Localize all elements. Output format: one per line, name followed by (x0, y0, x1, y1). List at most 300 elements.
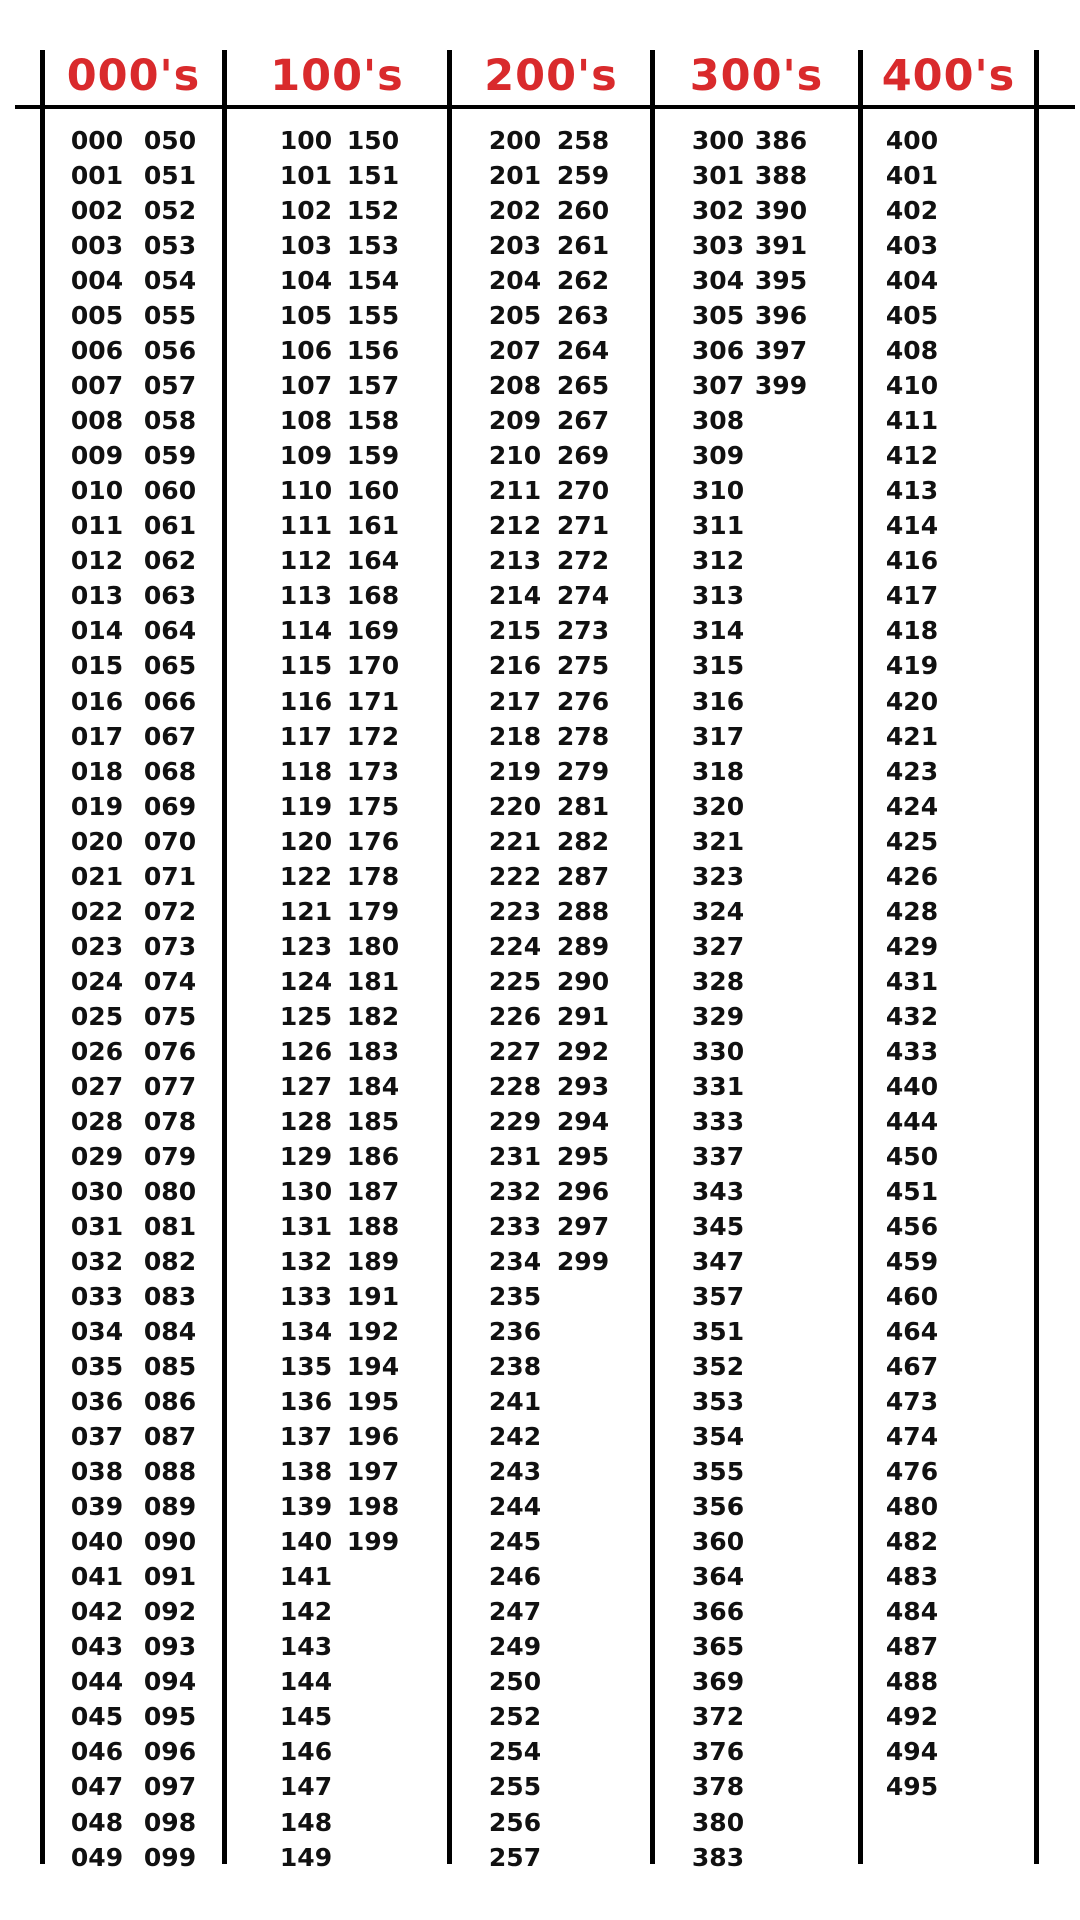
number-cell: 148 (279, 1807, 333, 1837)
number-cell: 421 (885, 721, 939, 751)
number-cell: 228 (488, 1071, 542, 1101)
number-cell: 048 (70, 1807, 124, 1837)
number-cell: 238 (488, 1352, 542, 1382)
number-cell: 087 (143, 1422, 197, 1452)
number-cell: 097 (143, 1772, 197, 1802)
number-cell: 104 (279, 266, 333, 296)
number-cell: 102 (279, 196, 333, 226)
number-cell: 432 (885, 1001, 939, 1031)
number-cell: 176 (346, 826, 400, 856)
number-cell: 096 (143, 1737, 197, 1767)
number-cell: 184 (346, 1071, 400, 1101)
number-cell: 202 (488, 196, 542, 226)
number-cell: 405 (885, 301, 939, 331)
number-cell: 408 (885, 336, 939, 366)
number-cell: 208 (488, 371, 542, 401)
number-cell: 321 (691, 826, 745, 856)
number-cell: 328 (691, 966, 745, 996)
number-cell: 314 (691, 616, 745, 646)
number-column-000s-b (125, 123, 215, 1875)
number-cell: 071 (143, 861, 197, 891)
number-cell: 249 (488, 1632, 542, 1662)
number-cell: 403 (885, 231, 939, 261)
number-cell: 186 (346, 1141, 400, 1171)
number-cell: 018 (70, 756, 124, 786)
number-cell: 188 (346, 1211, 400, 1241)
number-cell: 049 (70, 1842, 124, 1872)
number-cell: 108 (279, 406, 333, 436)
number-cell: 120 (279, 826, 333, 856)
number-cell: 009 (70, 441, 124, 471)
number-cell: 423 (885, 756, 939, 786)
number-cell: 002 (70, 196, 124, 226)
number-cell: 001 (70, 161, 124, 191)
number-cell: 411 (885, 406, 939, 436)
number-cell: 150 (346, 126, 400, 155)
number-cell: 366 (691, 1597, 745, 1627)
number-cell: 365 (691, 1632, 745, 1662)
number-cell: 399 (754, 371, 808, 401)
column-divider (650, 50, 655, 1864)
number-cell: 236 (488, 1317, 542, 1347)
number-cell: 324 (691, 896, 745, 926)
number-cell: 092 (143, 1597, 197, 1627)
number-cell: 021 (70, 861, 124, 891)
number-cell: 355 (691, 1457, 745, 1487)
column-divider (222, 50, 227, 1864)
number-cell: 487 (885, 1632, 939, 1662)
number-cell: 420 (885, 686, 939, 716)
number-cell: 095 (143, 1702, 197, 1732)
number-cell: 100 (279, 126, 333, 155)
number-cell: 011 (70, 511, 124, 541)
number-cell: 061 (143, 511, 197, 541)
number-cell: 028 (70, 1106, 124, 1136)
number-cell: 360 (691, 1527, 745, 1557)
number-cell: 134 (279, 1317, 333, 1347)
number-cell: 083 (143, 1282, 197, 1312)
number-cell: 000 (70, 126, 124, 155)
number-cell: 480 (885, 1492, 939, 1522)
number-cell: 316 (691, 686, 745, 716)
number-cell: 416 (885, 546, 939, 576)
number-cell: 192 (346, 1317, 400, 1347)
number-cell: 086 (143, 1387, 197, 1417)
number-cell: 050 (143, 126, 197, 155)
number-cell: 019 (70, 791, 124, 821)
number-cell: 440 (885, 1071, 939, 1101)
number-cell: 038 (70, 1457, 124, 1487)
number-cell: 200 (488, 126, 542, 155)
number-cell: 014 (70, 616, 124, 646)
number-cell: 210 (488, 441, 542, 471)
column-divider (447, 50, 452, 1864)
number-cell: 337 (691, 1141, 745, 1171)
number-cell: 045 (70, 1702, 124, 1732)
number-cell: 278 (556, 721, 610, 751)
number-column-100s-b (328, 123, 418, 1559)
number-cell: 106 (279, 336, 333, 366)
number-cell: 383 (691, 1842, 745, 1872)
number-cell: 413 (885, 476, 939, 506)
number-cell: 276 (556, 686, 610, 716)
number-cell: 003 (70, 231, 124, 261)
number-cell: 136 (279, 1387, 333, 1417)
number-cell: 101 (279, 161, 333, 191)
number-cell: 410 (885, 371, 939, 401)
number-cell: 044 (70, 1667, 124, 1697)
number-cell: 027 (70, 1071, 124, 1101)
number-cell: 301 (691, 161, 745, 191)
number-cell: 114 (279, 616, 333, 646)
number-cell: 029 (70, 1141, 124, 1171)
number-cell: 155 (346, 301, 400, 331)
number-cell: 267 (556, 406, 610, 436)
number-cell: 495 (885, 1772, 939, 1802)
number-cell: 116 (279, 686, 333, 716)
number-cell: 308 (691, 406, 745, 436)
number-cell: 107 (279, 371, 333, 401)
number-cell: 275 (556, 651, 610, 681)
number-cell: 173 (346, 756, 400, 786)
number-cell: 226 (488, 1001, 542, 1031)
number-cell: 076 (143, 1036, 197, 1066)
number-cell: 351 (691, 1317, 745, 1347)
number-cell: 125 (279, 1001, 333, 1031)
number-cell: 133 (279, 1282, 333, 1312)
number-cell: 424 (885, 791, 939, 821)
number-cell: 412 (885, 441, 939, 471)
number-cell: 343 (691, 1176, 745, 1206)
number-cell: 273 (556, 616, 610, 646)
number-cell: 220 (488, 791, 542, 821)
number-cell: 333 (691, 1106, 745, 1136)
number-cell: 255 (488, 1772, 542, 1802)
number-cell: 051 (143, 161, 197, 191)
number-cell: 032 (70, 1247, 124, 1276)
number-cell: 093 (143, 1632, 197, 1662)
number-cell: 109 (279, 441, 333, 471)
number-cell: 347 (691, 1247, 745, 1276)
number-cell: 310 (691, 476, 745, 506)
number-cell: 256 (488, 1807, 542, 1837)
number-cell: 159 (346, 441, 400, 471)
number-cell: 075 (143, 1001, 197, 1031)
number-cell: 137 (279, 1422, 333, 1452)
number-cell: 318 (691, 756, 745, 786)
number-cell: 451 (885, 1176, 939, 1206)
number-cell: 170 (346, 651, 400, 681)
number-cell: 123 (279, 931, 333, 961)
section-header-400s: 400's (881, 51, 1016, 101)
number-cell: 040 (70, 1527, 124, 1557)
number-cell: 064 (143, 616, 197, 646)
number-cell: 074 (143, 966, 197, 996)
number-cell: 380 (691, 1807, 745, 1837)
number-cell: 227 (488, 1036, 542, 1066)
number-cell: 327 (691, 931, 745, 961)
number-cell: 257 (488, 1842, 542, 1872)
number-cell: 203 (488, 231, 542, 261)
number-cell: 035 (70, 1352, 124, 1382)
number-cell: 126 (279, 1036, 333, 1066)
number-cell: 281 (556, 791, 610, 821)
number-cell: 295 (556, 1141, 610, 1171)
number-cell: 041 (70, 1562, 124, 1592)
number-cell: 118 (279, 756, 333, 786)
number-cell: 296 (556, 1176, 610, 1206)
number-cell: 417 (885, 581, 939, 611)
number-cell: 161 (346, 511, 400, 541)
number-cell: 140 (279, 1527, 333, 1557)
number-cell: 090 (143, 1527, 197, 1557)
number-cell: 069 (143, 791, 197, 821)
number-cell: 304 (691, 266, 745, 296)
number-cell: 243 (488, 1457, 542, 1487)
number-cell: 402 (885, 196, 939, 226)
number-cell: 079 (143, 1141, 197, 1171)
number-cell: 302 (691, 196, 745, 226)
number-cell: 225 (488, 966, 542, 996)
number-cell: 124 (279, 966, 333, 996)
number-cell: 198 (346, 1492, 400, 1522)
number-cell: 047 (70, 1772, 124, 1802)
number-cell: 252 (488, 1702, 542, 1732)
number-cell: 242 (488, 1422, 542, 1452)
number-cell: 261 (556, 231, 610, 261)
number-cell: 089 (143, 1492, 197, 1522)
number-cell: 004 (70, 266, 124, 296)
section-header-200s: 200's (484, 51, 618, 101)
number-cell: 376 (691, 1737, 745, 1767)
number-cell: 034 (70, 1317, 124, 1347)
number-cell: 171 (346, 686, 400, 716)
number-cell: 113 (279, 581, 333, 611)
number-cell: 270 (556, 476, 610, 506)
number-cell: 033 (70, 1282, 124, 1312)
number-cell: 168 (346, 581, 400, 611)
number-cell: 180 (346, 931, 400, 961)
number-cell: 356 (691, 1492, 745, 1522)
number-cell: 179 (346, 896, 400, 926)
number-cell: 121 (279, 896, 333, 926)
number-cell: 450 (885, 1141, 939, 1171)
number-cell: 194 (346, 1352, 400, 1382)
number-cell: 131 (279, 1211, 333, 1241)
number-cell: 315 (691, 651, 745, 681)
number-cell: 262 (556, 266, 610, 296)
number-cell: 488 (885, 1667, 939, 1697)
number-cell: 269 (556, 441, 610, 471)
number-cell: 352 (691, 1352, 745, 1382)
number-cell: 063 (143, 581, 197, 611)
number-cell: 015 (70, 651, 124, 681)
number-cell: 418 (885, 616, 939, 646)
column-divider (1034, 50, 1039, 1864)
number-cell: 122 (279, 861, 333, 891)
number-cell: 313 (691, 581, 745, 611)
number-cell: 460 (885, 1282, 939, 1312)
number-cell: 364 (691, 1562, 745, 1592)
number-cell: 135 (279, 1352, 333, 1382)
number-cell: 081 (143, 1211, 197, 1241)
number-cell: 156 (346, 336, 400, 366)
number-cell: 247 (488, 1597, 542, 1627)
number-cell: 217 (488, 686, 542, 716)
number-cell: 195 (346, 1387, 400, 1417)
number-cell: 080 (143, 1176, 197, 1206)
number-cell: 317 (691, 721, 745, 751)
number-cell: 128 (279, 1106, 333, 1136)
number-cell: 254 (488, 1737, 542, 1767)
number-cell: 235 (488, 1282, 542, 1312)
number-cell: 016 (70, 686, 124, 716)
number-cell: 146 (279, 1737, 333, 1767)
number-cell: 223 (488, 896, 542, 926)
number-cell: 005 (70, 301, 124, 331)
number-cell: 072 (143, 896, 197, 926)
number-cell: 026 (70, 1036, 124, 1066)
number-cell: 187 (346, 1176, 400, 1206)
number-cell: 164 (346, 546, 400, 576)
number-cell: 143 (279, 1632, 333, 1662)
number-cell: 291 (556, 1001, 610, 1031)
number-cell: 053 (143, 231, 197, 261)
number-cell: 279 (556, 756, 610, 786)
number-cell: 303 (691, 231, 745, 261)
number-cell: 154 (346, 266, 400, 296)
number-cell: 153 (346, 231, 400, 261)
number-cell: 117 (279, 721, 333, 751)
number-cell: 024 (70, 966, 124, 996)
number-cell: 020 (70, 826, 124, 856)
number-cell: 178 (346, 861, 400, 891)
section-header-000s: 000's (66, 51, 201, 101)
number-cell: 299 (556, 1247, 610, 1276)
number-cell: 396 (754, 301, 808, 331)
number-cell: 023 (70, 931, 124, 961)
number-cell: 065 (143, 651, 197, 681)
number-cell: 494 (885, 1737, 939, 1767)
number-cell: 431 (885, 966, 939, 996)
number-cell: 006 (70, 336, 124, 366)
number-cell: 294 (556, 1106, 610, 1136)
header-divider (15, 105, 1075, 109)
number-cell: 244 (488, 1492, 542, 1522)
number-cell: 297 (556, 1211, 610, 1241)
number-cell: 232 (488, 1176, 542, 1206)
number-cell: 129 (279, 1141, 333, 1171)
number-cell: 197 (346, 1457, 400, 1487)
number-cell: 046 (70, 1737, 124, 1767)
number-cell: 068 (143, 756, 197, 786)
number-cell: 058 (143, 406, 197, 436)
number-cell: 022 (70, 896, 124, 926)
number-cell: 306 (691, 336, 745, 366)
number-cell: 459 (885, 1247, 939, 1276)
number-cell: 484 (885, 1597, 939, 1627)
number-cell: 229 (488, 1106, 542, 1136)
number-cell: 211 (488, 476, 542, 506)
number-cell: 175 (346, 791, 400, 821)
number-cell: 144 (279, 1667, 333, 1697)
number-cell: 218 (488, 721, 542, 751)
number-cell: 425 (885, 826, 939, 856)
number-cell: 147 (279, 1772, 333, 1802)
number-cell: 055 (143, 301, 197, 331)
number-cell: 329 (691, 1001, 745, 1031)
number-cell: 082 (143, 1247, 197, 1276)
number-cell: 400 (885, 126, 939, 155)
number-cell: 205 (488, 301, 542, 331)
number-cell: 388 (754, 161, 808, 191)
number-column-300s-b (736, 123, 826, 403)
number-cell: 292 (556, 1036, 610, 1066)
number-cell: 039 (70, 1492, 124, 1522)
section-header-100s: 100's (270, 51, 404, 101)
number-cell: 354 (691, 1422, 745, 1452)
number-cell: 119 (279, 791, 333, 821)
number-cell: 191 (346, 1282, 400, 1312)
number-cell: 010 (70, 476, 124, 506)
number-cell: 013 (70, 581, 124, 611)
number-cell: 189 (346, 1247, 400, 1276)
number-cell: 224 (488, 931, 542, 961)
number-cell: 078 (143, 1106, 197, 1136)
number-cell: 182 (346, 1001, 400, 1031)
number-cell: 289 (556, 931, 610, 961)
number-cell: 145 (279, 1702, 333, 1732)
number-cell: 052 (143, 196, 197, 226)
number-cell: 067 (143, 721, 197, 751)
number-cell: 025 (70, 1001, 124, 1031)
number-cell: 199 (346, 1527, 400, 1557)
number-cell: 312 (691, 546, 745, 576)
number-cell: 464 (885, 1317, 939, 1347)
number-cell: 419 (885, 651, 939, 681)
number-cell: 213 (488, 546, 542, 576)
number-cell: 345 (691, 1211, 745, 1241)
number-cell: 111 (279, 511, 333, 541)
number-cell: 105 (279, 301, 333, 331)
number-cell: 085 (143, 1352, 197, 1382)
number-cell: 007 (70, 371, 124, 401)
number-cell: 056 (143, 336, 197, 366)
number-cell: 219 (488, 756, 542, 786)
number-cell: 030 (70, 1176, 124, 1206)
number-cell: 112 (279, 546, 333, 576)
number-cell: 467 (885, 1352, 939, 1382)
number-cell: 456 (885, 1211, 939, 1241)
number-cell: 309 (691, 441, 745, 471)
number-cell: 201 (488, 161, 542, 191)
number-cell: 320 (691, 791, 745, 821)
number-cell: 057 (143, 371, 197, 401)
number-cell: 115 (279, 651, 333, 681)
number-cell: 215 (488, 616, 542, 646)
number-cell: 077 (143, 1071, 197, 1101)
number-cell: 222 (488, 861, 542, 891)
number-cell: 323 (691, 861, 745, 891)
column-divider (858, 50, 863, 1864)
number-cell: 428 (885, 896, 939, 926)
number-cell: 042 (70, 1597, 124, 1627)
number-cell: 139 (279, 1492, 333, 1522)
number-cell: 265 (556, 371, 610, 401)
number-cell: 196 (346, 1422, 400, 1452)
number-cell: 138 (279, 1457, 333, 1487)
column-divider (40, 50, 45, 1864)
